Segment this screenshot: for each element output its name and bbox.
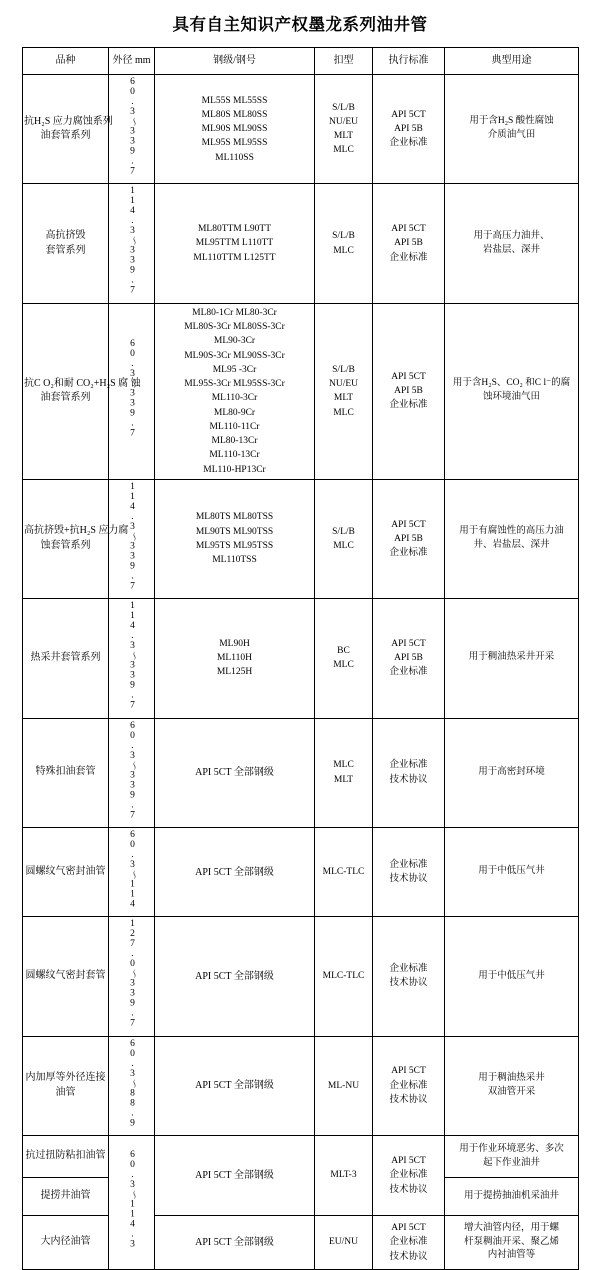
cell-typical-use: 用于中低压气井	[445, 827, 579, 916]
table-row	[23, 917, 579, 1036]
cell-standard: API 5CT 企业标准 技术协议	[373, 1036, 445, 1135]
cell-thread-type: EU/NU	[315, 1216, 373, 1270]
cell-typical-use: 用于有腐蚀性的高压力油 井、岩盐层、深井	[445, 479, 579, 598]
cell-kind: 热采井套管系列	[23, 599, 109, 718]
cell-kind: 提捞井油管	[23, 1178, 109, 1216]
table-header-row	[23, 48, 579, 75]
cell-outer-diameter	[109, 75, 155, 184]
od-value: 60.3～339.7	[127, 77, 138, 177]
header-standard: 执行标准	[373, 48, 445, 75]
cell-kind: 特殊扣油套管	[23, 718, 109, 827]
table-row	[23, 827, 579, 916]
cell-outer-diameter	[109, 1136, 155, 1270]
cell-typical-use: 用于含H₂S、CO₂ 和C l⁻的腐 蚀环境油气田	[445, 303, 579, 479]
page-title: 具有自主知识产权墨龙系列油井管	[172, 15, 428, 34]
table-row	[23, 303, 579, 479]
cell-typical-use: 用于含H₂S 酸性腐蚀 介质油气田	[445, 75, 579, 184]
cell-thread-type: ML-NU	[315, 1036, 373, 1135]
cell-steel-grade: ML80TS ML80TSS ML90TS ML90TSS ML95TS ML95TSS ML110TSS	[155, 479, 315, 598]
cell-thread-type: MLC MLT	[315, 718, 373, 827]
cell-outer-diameter	[109, 1036, 155, 1135]
table-row	[23, 184, 579, 303]
cell-kind: 抗H₂S 应力腐蚀系列 油套管系列	[23, 75, 109, 184]
cell-standard: API 5CT API 5B 企业标准	[373, 184, 445, 303]
cell-thread-type: MLC-TLC	[315, 917, 373, 1036]
cell-steel-grade: API 5CT 全部钢级	[155, 917, 315, 1036]
od-value: 114.3～339.7	[127, 601, 138, 711]
cell-outer-diameter	[109, 599, 155, 718]
cell-steel-grade: ML80TTM L90TT ML95TTM L110TT ML110TTM L125TT	[155, 184, 315, 303]
cell-typical-use: 用于高密封环境	[445, 718, 579, 827]
od-value: 60.3～114	[127, 829, 138, 910]
cell-kind: 内加厚等外径连接油管	[23, 1036, 109, 1135]
cell-kind: 抗过扭防粘扣油管	[23, 1136, 109, 1178]
cell-typical-use: 用于作业环境恶劣、多次 起下作业油井	[445, 1136, 579, 1178]
od-value: 114.3～339.7	[127, 186, 138, 296]
cell-typical-use: 用于提捞抽油机采油井	[445, 1178, 579, 1216]
cell-thread-type: S/L/B MLC	[315, 479, 373, 598]
cell-kind: 大内径油管	[23, 1216, 109, 1270]
table-row	[23, 1136, 579, 1178]
cell-typical-use: 用于中低压气井	[445, 917, 579, 1036]
od-value: 60.3～339.7	[127, 339, 138, 439]
cell-standard: API 5CT 企业标准 技术协议	[373, 1216, 445, 1270]
cell-thread-type: MLT-3	[315, 1136, 373, 1216]
od-value: 127.0～339.7	[127, 919, 138, 1029]
cell-outer-diameter	[109, 718, 155, 827]
table-row	[23, 599, 579, 718]
header-kind: 品种	[23, 48, 109, 75]
cell-outer-diameter	[109, 827, 155, 916]
cell-outer-diameter	[109, 917, 155, 1036]
cell-kind: 圆螺纹气密封油管	[23, 827, 109, 916]
cell-steel-grade: API 5CT 全部钢级	[155, 827, 315, 916]
table-row	[23, 718, 579, 827]
table-row	[23, 75, 579, 184]
cell-typical-use: 增大油管内径，用于螺 杆泵稠油开采、聚乙烯 内衬油管等	[445, 1216, 579, 1270]
cell-kind: 圆螺纹气密封套管	[23, 917, 109, 1036]
cell-kind: 高抗挤毁 套管系列	[23, 184, 109, 303]
cell-standard: API 5CT API 5B 企业标准	[373, 479, 445, 598]
cell-typical-use: 用于高压力油井、 岩盐层、深井	[445, 184, 579, 303]
cell-kind: 抗C O₂和耐 CO₂+H₂S 腐 蚀 油套管系列	[23, 303, 109, 479]
cell-steel-grade: ML90H ML110H ML125H	[155, 599, 315, 718]
cell-steel-grade: API 5CT 全部钢级	[155, 1136, 315, 1216]
cell-thread-type: S/L/B NU/EU MLT MLC	[315, 303, 373, 479]
cell-steel-grade: API 5CT 全部钢级	[155, 718, 315, 827]
cell-outer-diameter	[109, 479, 155, 598]
table-header	[23, 48, 579, 75]
cell-typical-use: 用于稠油热采井开采	[445, 599, 579, 718]
table-row	[23, 1036, 579, 1135]
cell-standard: API 5CT API 5B 企业标准	[373, 599, 445, 718]
cell-steel-grade: API 5CT 全部钢级	[155, 1036, 315, 1135]
cell-standard: API 5CT API 5B 企业标准	[373, 303, 445, 479]
cell-thread-type: MLC-TLC	[315, 827, 373, 916]
table-row	[23, 1216, 579, 1270]
header-steel-grade: 钢级/钢号	[155, 48, 315, 75]
cell-thread-type: S/L/B NU/EU MLT MLC	[315, 75, 373, 184]
cell-thread-type: S/L/B MLC	[315, 184, 373, 303]
cell-standard: 企业标准 技术协议	[373, 827, 445, 916]
cell-thread-type: BC MLC	[315, 599, 373, 718]
cell-standard: 企业标准 技术协议	[373, 917, 445, 1036]
table-body	[23, 75, 579, 1270]
cell-kind: 高抗挤毁+抗H₂S 应力腐 蚀套管系列	[23, 479, 109, 598]
product-spec-table	[22, 47, 579, 1270]
cell-outer-diameter	[109, 184, 155, 303]
cell-typical-use: 用于稠油热采井 双油管开采	[445, 1036, 579, 1135]
cell-steel-grade: ML80-1Cr ML80-3Cr ML80S-3Cr ML80SS-3Cr ML90-3Cr ML90S-3Cr ML90SS-3Cr ML95 -3Cr ML95S-3Cr ML95SS-3Cr ML110-3Cr ML80-9Cr ML110-11Cr ML80-13Cr ML110-13Cr ML110-HP13Cr	[155, 303, 315, 479]
od-value: 60.3～114.3	[127, 1150, 138, 1250]
header-typical-use: 典型用途	[445, 48, 579, 75]
od-value: 60.3～88.9	[127, 1038, 138, 1129]
cell-standard: 企业标准 技术协议	[373, 718, 445, 827]
header-outer-diameter: 外径 mm	[109, 48, 155, 75]
table-row	[23, 479, 579, 598]
cell-steel-grade: ML55S ML55SS ML80S ML80SS ML90S ML90SS ML95S ML95SS ML110SS	[155, 75, 315, 184]
od-value: 114.3～339.7	[127, 481, 138, 592]
cell-outer-diameter	[109, 303, 155, 479]
cell-steel-grade: API 5CT 全部钢级	[155, 1216, 315, 1270]
header-thread-type: 扣型	[315, 48, 373, 75]
od-value: 60.3～339.7	[127, 720, 138, 820]
cell-standard: API 5CT 企业标准 技术协议	[373, 1136, 445, 1216]
cell-standard: API 5CT API 5B 企业标准	[373, 75, 445, 184]
